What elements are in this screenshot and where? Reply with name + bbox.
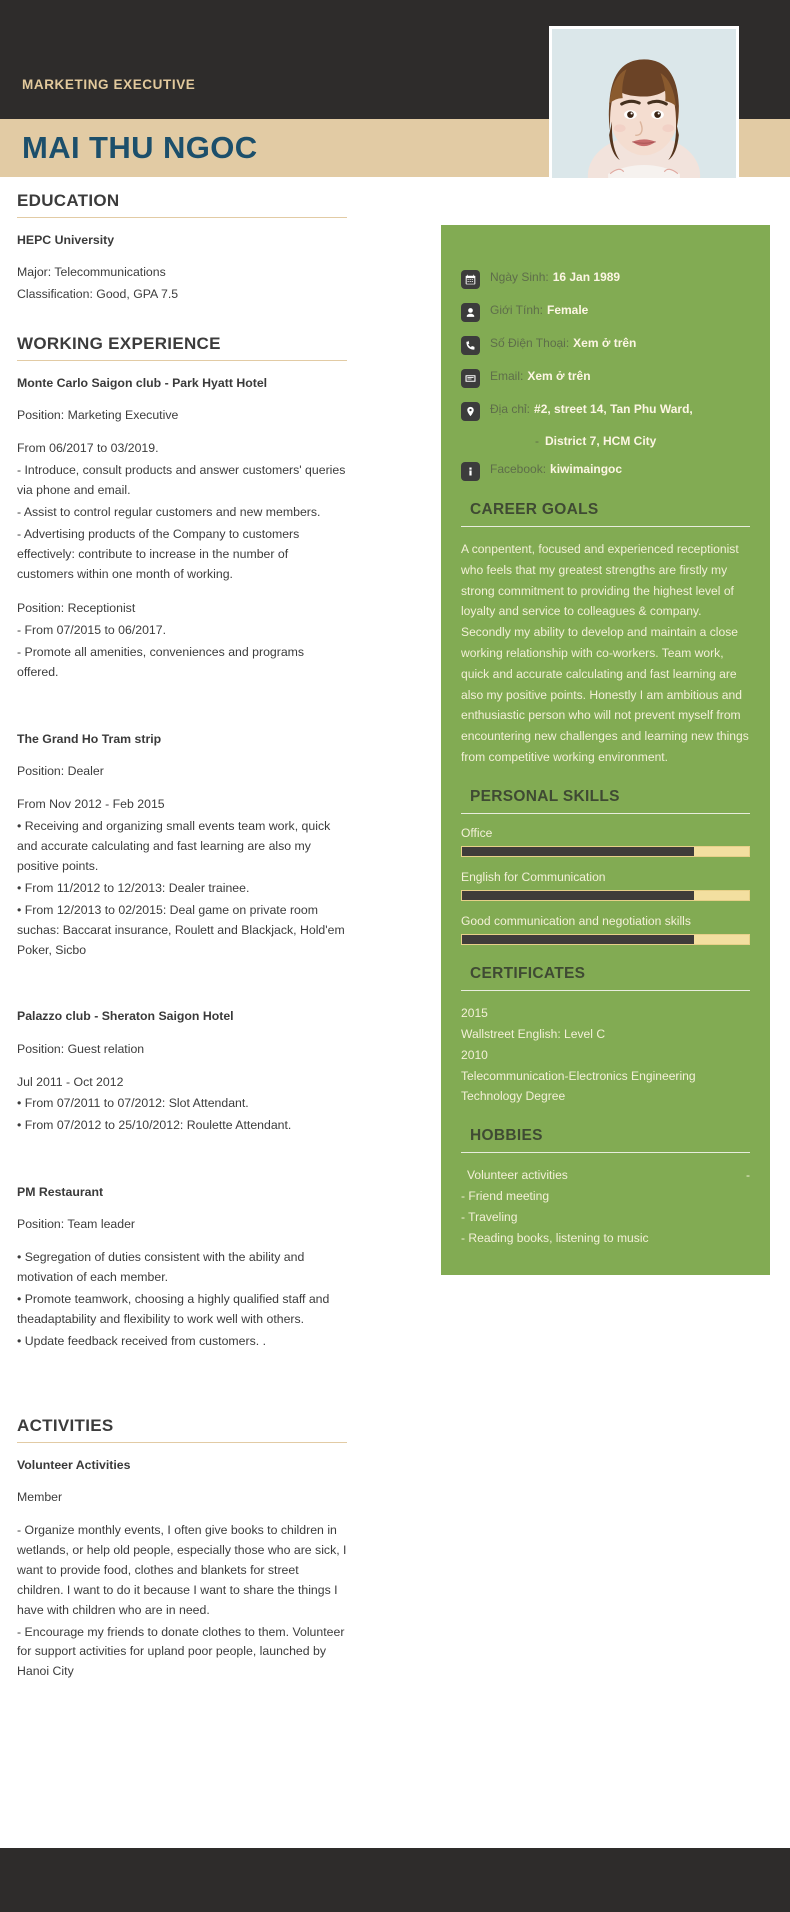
spacer xyxy=(461,448,750,461)
working-experience-heading: WORKING EXPERIENCE xyxy=(17,334,221,354)
activity-title: Volunteer Activities xyxy=(17,1457,131,1472)
activities-section xyxy=(17,1416,347,1682)
certificate-line: Telecommunication-Electronics Engineering Technology Degree xyxy=(461,1068,696,1104)
contact-label: Giới Tính: xyxy=(490,303,543,317)
contact-label: Địa chỉ: xyxy=(490,402,531,416)
contact-row-birthdate xyxy=(461,269,750,289)
job-position: Position: Team leader xyxy=(17,1217,136,1232)
footer-dark-bar xyxy=(0,1848,790,1912)
job-org: PM Restaurant xyxy=(17,1185,104,1200)
career-goals-text: A conpentent, focused and experienced receptionist who feels that my greatest strengths are firstly my strong commitment to providing the highest level of loyalty and service to colleagues & company. Secondly my ability to develop and maintain a close working relationship with co-workers. Team work, quick and accurate calculating and fast learning are also my positive points. Honestly I am ambitious and enthusiastic person who will not prevent myself from encountering new challenges and learning new things from competitive working environment. xyxy=(461,542,749,764)
job-bullet: - Introduce, consult products and answer customers' queries via phone and email. xyxy=(17,463,346,497)
address-dash: - xyxy=(535,434,539,448)
hobby-first-text: Volunteer activities xyxy=(467,1168,568,1183)
skill-progress-fill xyxy=(462,891,694,900)
job-org: Palazzo club - Sheraton Saigon Hotel xyxy=(17,1009,234,1024)
spacer xyxy=(17,1354,347,1416)
job-entry xyxy=(17,731,347,960)
contact-value: Female xyxy=(547,303,589,317)
contact-row-address xyxy=(461,401,750,421)
job-bullet: • From 07/2012 to 25/10/2012: Roulette Attendant. xyxy=(17,1118,292,1133)
skill-label: Office xyxy=(461,825,493,840)
contact-row-phone xyxy=(461,335,750,355)
job-entry xyxy=(17,1008,347,1136)
job-org: Monte Carlo Saigon club - Park Hyatt Hotel xyxy=(17,376,268,391)
section-divider xyxy=(461,526,750,527)
skill-label: Good communication and negotiation skills xyxy=(461,913,691,928)
contact-row-email xyxy=(461,368,750,388)
info-icon xyxy=(461,462,480,481)
job-bullet: - Advertising products of the Company to customers effectively: contribute to increase in the number of customers within one month of working. xyxy=(17,526,300,581)
personal-skills-section xyxy=(461,788,750,945)
working-experience-section xyxy=(17,334,347,1352)
certificate-line: 2015 xyxy=(461,1005,488,1020)
activity-bullet: - Organize monthly events, I often give books to children in wetlands, or help old people, especially those who are sick, I want to provide food, clothes and blankets for street children. I want to do it because I want to share the things I have with children who are in need. xyxy=(17,1523,347,1617)
job-bullet: - Assist to control regular customers and new members. xyxy=(17,504,321,519)
certificates-heading: CERTIFICATES xyxy=(470,964,586,982)
education-line: Major: Telecommunications xyxy=(17,265,166,280)
contact-label: Số Điện Thoại: xyxy=(490,336,570,350)
section-divider xyxy=(17,360,347,361)
job-title: MARKETING EXECUTIVE xyxy=(22,77,196,92)
envelope-icon xyxy=(461,369,480,388)
skill-label: English for Communication xyxy=(461,869,606,884)
spacer xyxy=(17,307,347,334)
job-bullet: • Receiving and organizing small events team work, quick and accurate calculating and fast learning are also my positive points. xyxy=(17,819,331,873)
spacer xyxy=(17,1138,347,1184)
skill-progress-bar xyxy=(461,934,750,945)
job-entry xyxy=(17,1184,347,1352)
job-bullet: • Update feedback received from customers. . xyxy=(17,1334,266,1349)
job-position: Position: Guest relation xyxy=(17,1041,145,1056)
section-divider xyxy=(461,990,750,991)
person-icon xyxy=(461,303,480,322)
job-bullet: • From 12/2013 to 02/2015: Deal game on private room suchas: Baccarat insurance, Roulett and Blackjack, Hold'em Poker, Sicbo xyxy=(17,902,345,957)
job-bullet: - Promote all amenities, conveniences and programs offered. xyxy=(17,645,305,680)
skill-item xyxy=(461,914,750,945)
certificate-line: Wallstreet English: Level C xyxy=(461,1026,606,1041)
contact-value: Xem ở trên xyxy=(527,369,591,383)
contact-value: Xem ở trên xyxy=(573,336,637,350)
contact-row-gender xyxy=(461,302,750,322)
spacer xyxy=(17,586,347,599)
skill-item xyxy=(461,870,750,901)
activity-bullet: - Encourage my friends to donate clothes to them. Volunteer for support activities for upland poor people, launched by Hanoi City xyxy=(17,1624,345,1679)
certificates-section xyxy=(461,965,750,1108)
phone-icon xyxy=(461,336,480,355)
hobbies-heading: HOBBIES xyxy=(470,1127,543,1145)
job-bullet: • From 07/2011 to 07/2012: Slot Attendant. xyxy=(17,1096,249,1111)
activities-heading: ACTIVITIES xyxy=(17,1415,114,1435)
contact-value: #2, street 14, Tan Phu Ward, xyxy=(534,402,693,416)
spacer xyxy=(17,962,347,1008)
job-dates: Jul 2011 - Oct 2012 xyxy=(17,1074,124,1089)
hobbies-section xyxy=(461,1127,750,1249)
skill-item xyxy=(461,826,750,857)
education-school: HEPC University xyxy=(17,233,115,247)
career-goals-heading: CAREER GOALS xyxy=(470,501,599,518)
location-pin-icon xyxy=(461,402,480,421)
job-dates: From Nov 2012 - Feb 2015 xyxy=(17,797,165,812)
job-dates: - From 07/2015 to 06/2017. xyxy=(17,623,167,638)
section-divider xyxy=(17,217,347,218)
personal-skills-heading: PERSONAL SKILLS xyxy=(470,787,620,805)
skill-progress-bar xyxy=(461,846,750,857)
hobby-line: - Traveling xyxy=(461,1210,518,1225)
job-position: Position: Receptionist xyxy=(17,601,136,616)
job-dates: From 06/2017 to 03/2019. xyxy=(17,441,159,456)
calendar-icon xyxy=(461,270,480,289)
right-green-panel xyxy=(441,225,770,1275)
education-heading: EDUCATION xyxy=(17,191,120,210)
job-position: Position: Marketing Executive xyxy=(17,408,179,423)
hobby-line: - Reading books, listening to music xyxy=(461,1231,649,1246)
job-bullet: • Segregation of duties consistent with the ability and motivation of each member. xyxy=(17,1250,305,1285)
job-entry xyxy=(17,375,347,683)
address-line-2-text: District 7, HCM City xyxy=(545,434,657,448)
education-section xyxy=(17,191,347,305)
hobby-first-dash: - xyxy=(745,1168,750,1183)
skill-progress-fill xyxy=(462,847,694,856)
section-divider xyxy=(461,813,750,814)
certificate-line: 2010 xyxy=(461,1047,488,1062)
page-title: MAI THU NGOC xyxy=(22,130,258,165)
hobby-line xyxy=(461,1165,750,1186)
skill-progress-fill xyxy=(462,935,694,944)
career-goals-section xyxy=(461,501,750,768)
left-column xyxy=(17,191,347,1684)
contact-row-facebook[interactable] xyxy=(461,461,750,481)
contact-label: Facebook: xyxy=(490,462,547,476)
contact-label: Email: xyxy=(490,369,524,383)
job-bullet: • Promote teamwork, choosing a highly qualified staff and theadaptability and flexibility to work well with others. xyxy=(17,1292,330,1327)
contact-label: Ngày Sinh: xyxy=(490,270,549,284)
contact-value: 16 Jan 1989 xyxy=(552,270,621,284)
portrait-photo-icon xyxy=(552,29,736,178)
spacer xyxy=(17,685,347,731)
hobby-line: - Friend meeting xyxy=(461,1189,550,1204)
skill-progress-bar xyxy=(461,890,750,901)
education-line: Classification: Good, GPA 7.5 xyxy=(17,287,179,302)
job-bullet: • From 11/2012 to 12/2013: Dealer trainee. xyxy=(17,880,250,895)
contact-list xyxy=(461,269,750,481)
section-divider xyxy=(461,1152,750,1153)
address-line-2 xyxy=(535,434,750,448)
contact-value: kiwimaingoc xyxy=(550,462,623,476)
avatar xyxy=(549,26,739,181)
job-position: Position: Dealer xyxy=(17,764,104,779)
activity-role: Member xyxy=(17,1490,63,1505)
section-divider xyxy=(17,1442,347,1443)
job-org: The Grand Ho Tram strip xyxy=(17,732,162,747)
